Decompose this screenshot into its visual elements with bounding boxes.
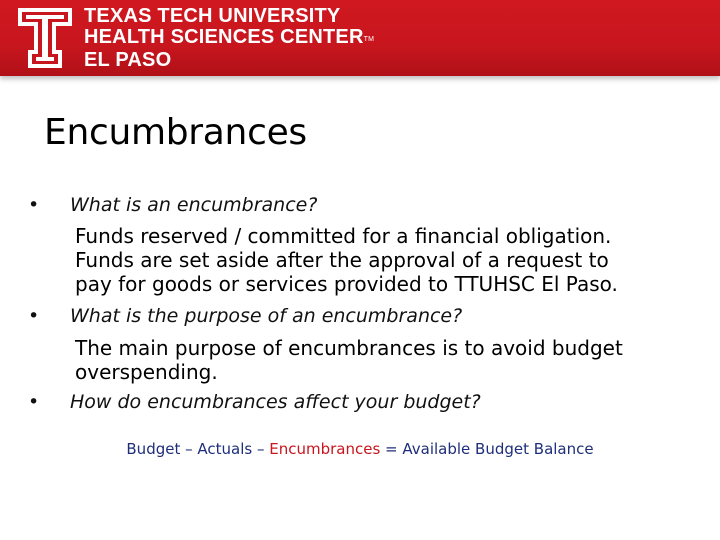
formula-budget: Budget xyxy=(126,440,181,458)
header-banner xyxy=(0,0,720,76)
formula-minus-1: – xyxy=(180,440,198,458)
answer-2-line-1: The main purpose of encumbrances is to avoid budget xyxy=(75,336,623,360)
formula-equals: = xyxy=(380,440,403,458)
question-2 xyxy=(28,305,462,327)
question-3-text: How do encumbrances affect your budget? xyxy=(70,391,481,413)
answer-1-line-2: Funds are set aside after the approval of a request to xyxy=(75,248,609,272)
answer-1-line-3: pay for goods or services provided to TTUHSC El Paso. xyxy=(75,272,618,296)
answer-2-line-2: overspending. xyxy=(75,360,218,384)
question-1-text: What is an encumbrance? xyxy=(70,194,318,216)
institution-line-1: TEXAS TECH UNIVERSITY xyxy=(84,5,341,27)
institution-name xyxy=(84,6,374,71)
budget-formula xyxy=(0,440,720,458)
answer-2 xyxy=(75,336,623,384)
formula-encumbrances: Encumbrances xyxy=(269,440,381,458)
bullet: • xyxy=(28,194,40,216)
institution-line-2 xyxy=(84,27,374,50)
formula-available-balance: Available Budget Balance xyxy=(402,440,594,458)
slide-title: Encumbrances xyxy=(44,112,307,153)
answer-1-line-1: Funds reserved / committed for a financial obligation. xyxy=(75,224,612,248)
question-1 xyxy=(28,194,317,216)
bullet: • xyxy=(28,391,40,413)
bullet: • xyxy=(28,305,40,327)
institution-line-2-text: HEALTH SCIENCES CENTER xyxy=(84,26,364,48)
formula-actuals: Actuals xyxy=(197,440,253,458)
question-3 xyxy=(28,391,481,413)
formula-minus-2: – xyxy=(252,440,270,458)
trademark-mark: TM xyxy=(363,36,375,43)
answer-1 xyxy=(75,224,618,296)
double-t-logo-icon xyxy=(16,6,74,70)
question-2-text: What is the purpose of an encumbrance? xyxy=(70,305,463,327)
institution-line-3: EL PASO xyxy=(84,49,172,71)
